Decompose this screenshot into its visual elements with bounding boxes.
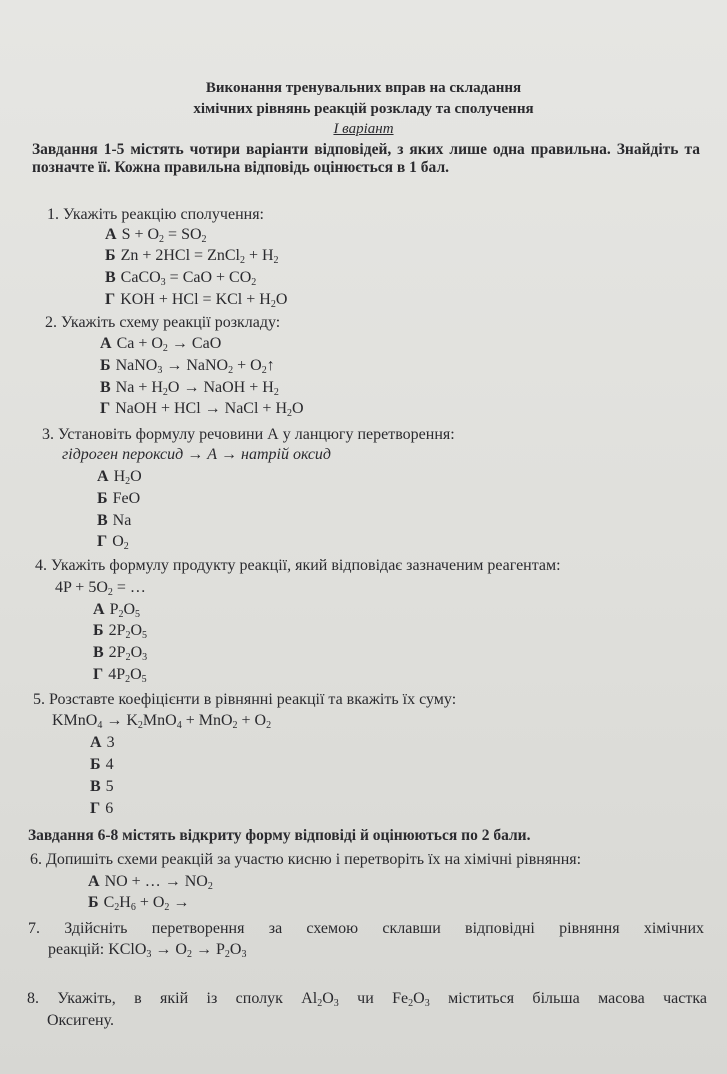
subscript: 2	[273, 387, 279, 398]
option-letter: В	[100, 379, 111, 396]
formula-text: → NaNO	[162, 357, 229, 374]
formula-text: 8. Укажіть, в якій із сполук Al	[27, 990, 318, 1007]
question-3-text: 3. Установіть формулу речовини А у ланцюгу перетворення:	[42, 426, 455, 443]
q2-option-v	[100, 378, 279, 398]
q4-option-v	[93, 643, 147, 663]
q4-option-a	[93, 600, 140, 620]
subscript: 2	[118, 609, 124, 620]
option-formula	[108, 666, 146, 683]
q2-option-b	[100, 356, 275, 376]
formula-text: CaCO	[120, 269, 161, 286]
option-letter: А	[90, 734, 102, 751]
q5-option-b	[90, 755, 114, 775]
formula-text: Na	[112, 512, 132, 529]
option-letter: В	[90, 778, 101, 795]
subscript: 3	[241, 949, 247, 960]
subscript: 2	[159, 234, 165, 245]
formula-text: 4P	[108, 666, 126, 683]
subscript: 2	[114, 902, 120, 913]
formula-text: O	[130, 622, 143, 639]
formula-text: = SO	[164, 226, 202, 243]
formula-text: 4P + 5O	[55, 579, 108, 596]
option-letter: А	[88, 873, 100, 890]
subscript: 6	[130, 902, 136, 913]
option-letter: Б	[105, 247, 116, 264]
option-letter: В	[97, 512, 108, 529]
option-formula	[109, 622, 147, 639]
question-8-line-2: Оксигену.	[47, 1012, 115, 1029]
formula-text: →	[169, 894, 190, 911]
formula-text: O	[292, 400, 304, 417]
formula-text: O → NaOH + H	[167, 379, 274, 396]
formula-text: + O	[233, 357, 262, 374]
subscript: 2	[162, 387, 168, 398]
subscript: 3	[142, 652, 148, 663]
formula-text: Zn + 2HCl = ZnCl	[120, 247, 240, 264]
option-letter: Б	[100, 357, 111, 374]
question-1-text: 1. Укажіть реакцію сполучення:	[47, 206, 264, 223]
question-4-text: 4. Укажіть формулу продукту реакції, який відповідає зазначеним реагентам:	[35, 557, 561, 574]
q4-option-b	[93, 621, 147, 641]
formula-text: 4	[105, 756, 114, 773]
subscript: 2	[162, 343, 168, 354]
option-formula	[116, 357, 275, 374]
option-formula	[107, 734, 115, 751]
option-formula	[105, 873, 213, 890]
subscript: 3	[424, 998, 430, 1009]
option-formula	[112, 533, 129, 550]
subscript: 2	[408, 998, 414, 1009]
subscript: 3	[333, 998, 339, 1009]
formula-text: міститься більша масова частка	[429, 990, 708, 1007]
option-letter: А	[97, 468, 109, 485]
option-letter: А	[93, 601, 105, 618]
subscript: 5	[135, 609, 141, 620]
q4-option-g	[93, 665, 147, 685]
subscript: 2	[266, 720, 272, 731]
formula-text: + MnO	[181, 712, 233, 729]
subscript: 2	[317, 998, 323, 1009]
formula-text: O	[413, 990, 425, 1007]
formula-text: C	[103, 894, 115, 911]
option-formula	[113, 490, 141, 507]
option-letter: А	[100, 335, 112, 352]
formula-text: + O	[237, 712, 267, 729]
formula-text: NaOH + HCl → NaCl + H	[115, 400, 287, 417]
subscript: 5	[141, 674, 147, 685]
option-letter: Б	[93, 622, 104, 639]
formula-text: → O	[151, 941, 187, 958]
formula-text: FeO	[112, 490, 141, 507]
formula-text: O	[123, 601, 136, 618]
q3-option-v	[97, 511, 131, 531]
formula-text: O	[322, 990, 334, 1007]
option-letter: Б	[88, 894, 99, 911]
question-2-text: 2. Укажіть схему реакції розкладу:	[45, 314, 281, 331]
formula-text: S + O	[121, 226, 160, 243]
option-letter: Г	[105, 291, 116, 308]
option-formula	[110, 601, 140, 618]
option-formula	[117, 335, 222, 352]
formula-text: KMnO	[52, 712, 98, 729]
subscript: 2	[125, 630, 131, 641]
formula-text: 2P	[108, 644, 126, 661]
q3-option-a	[97, 467, 142, 487]
subscript: 2	[137, 720, 143, 731]
option-formula	[104, 894, 190, 911]
subscript: 2	[228, 365, 234, 376]
formula-text: O	[130, 468, 142, 485]
subscript: 3	[157, 365, 163, 376]
title-line-2: хімічних рівнянь реакцій розкладу та сполучення	[193, 101, 534, 117]
q6-option-a	[88, 872, 213, 892]
q4-equation	[55, 578, 146, 598]
formula-text: 6	[105, 800, 114, 817]
formula-text: → CaO	[167, 335, 222, 352]
option-letter: Г	[97, 533, 108, 550]
formula-text: Ca + O	[116, 335, 163, 352]
q3-option-g	[97, 532, 129, 552]
subscript: 2	[251, 277, 257, 288]
option-formula	[116, 379, 279, 396]
formula-text: Na + H	[115, 379, 163, 396]
option-letter: А	[105, 226, 117, 243]
option-formula	[105, 800, 113, 817]
formula-text: O	[229, 941, 242, 958]
subscript: 2	[207, 881, 213, 892]
formula-text: 2P	[108, 622, 126, 639]
q1-option-v	[105, 268, 256, 288]
option-letter: Г	[90, 800, 101, 817]
subscript: 5	[142, 630, 148, 641]
q2-option-g	[100, 399, 304, 419]
formula-text: → K	[102, 712, 138, 729]
option-formula	[121, 247, 279, 264]
q5-option-a	[90, 733, 115, 753]
formula-text: чи Fe	[338, 990, 409, 1007]
subscript: 2	[232, 720, 238, 731]
subscript: 2	[164, 902, 170, 913]
formula-text: P	[109, 601, 119, 618]
formula-text: ↑	[266, 357, 275, 374]
option-letter: В	[105, 269, 116, 286]
subscript: 2	[270, 299, 276, 310]
subscript: 2	[125, 476, 131, 487]
option-formula	[109, 644, 147, 661]
formula-text: NaNO	[115, 357, 158, 374]
subscript: 2	[201, 234, 207, 245]
option-formula	[113, 512, 132, 529]
subscript: 3	[146, 949, 152, 960]
formula-text: = …	[112, 579, 146, 596]
subscript: 2	[239, 255, 245, 266]
formula-text: O	[130, 644, 143, 661]
option-letter: Г	[93, 666, 104, 683]
option-formula	[122, 226, 207, 243]
option-letter: Б	[97, 490, 108, 507]
q5-option-v	[90, 777, 114, 797]
subscript: 2	[186, 949, 192, 960]
option-letter: Г	[100, 400, 111, 417]
subscript: 2	[273, 255, 279, 266]
option-letter: В	[93, 644, 104, 661]
subscript: 2	[287, 408, 292, 419]
option-formula	[106, 778, 114, 795]
formula-text: H	[119, 894, 131, 911]
subscript: 4	[97, 720, 103, 731]
q5-option-g	[90, 799, 113, 819]
subscript: 2	[125, 674, 131, 685]
question-5-text: 5. Розставте коефіцієнти в рівнянні реакції та вкажіть їх суму:	[33, 691, 457, 708]
subscript: 3	[160, 277, 166, 288]
option-formula	[120, 291, 287, 308]
q3-chain: гідроген пероксид → А → натрій оксид	[62, 446, 332, 463]
subscript: 2	[123, 541, 129, 552]
subscript: 4	[176, 720, 182, 731]
question-7-line-1: 7. Здійсніть перетворення за схемою склавши відповідні рівняння хімічних	[28, 920, 704, 937]
q1-option-a	[105, 225, 207, 245]
formula-text: O	[112, 533, 124, 550]
q1-option-g	[105, 290, 287, 310]
formula-text: MnO	[142, 712, 177, 729]
option-formula	[115, 400, 303, 417]
subscript: 2	[224, 949, 230, 960]
formula-text: O	[130, 666, 142, 683]
formula-text: = CaO + CO	[165, 269, 252, 286]
question-8-line-1	[27, 989, 707, 1009]
instructions-tasks-1-5: Завдання 1-5 містять чотири варіанти відповідей, з яких лише одна правильна. Знайдіть та позначте її. Кожна правильна відповідь оцінюється в 1 бал.	[32, 141, 700, 176]
formula-text: 3	[106, 734, 115, 751]
question-7-line-2	[48, 940, 246, 960]
instructions-tasks-6-8: Завдання 6-8 містять відкриту форму відповіді й оцінюються по 2 бали.	[28, 827, 531, 844]
formula-text: 5	[105, 778, 114, 795]
formula-text: + H	[244, 247, 274, 264]
formula-text: KOH + HCl = KCl + H	[120, 291, 271, 308]
q5-equation	[52, 711, 271, 731]
formula-text: реакцій: KClO	[48, 941, 147, 958]
option-letter: Б	[90, 756, 101, 773]
subscript: 2	[125, 652, 131, 663]
option-formula	[121, 269, 257, 286]
formula-text: O	[275, 291, 288, 308]
option-formula	[114, 468, 142, 485]
subscript: 2	[261, 365, 267, 376]
formula-text: H	[113, 468, 126, 485]
q2-option-a	[100, 334, 221, 354]
option-formula	[106, 756, 114, 773]
variant-label: I варіант	[333, 121, 394, 137]
formula-text: + O	[135, 894, 165, 911]
formula-text: → P	[191, 941, 225, 958]
q1-option-b	[105, 246, 279, 266]
title-line-1: Виконання тренувальних вправ на складання	[205, 80, 522, 96]
question-6-text: 6. Допишіть схеми реакцій за участю кисню і перетворіть їх на хімічні рівняння:	[30, 851, 582, 868]
formula-text: NO + … → NO	[104, 873, 208, 890]
q6-option-b	[88, 893, 189, 913]
q3-option-b	[97, 489, 140, 509]
subscript: 2	[107, 587, 113, 598]
